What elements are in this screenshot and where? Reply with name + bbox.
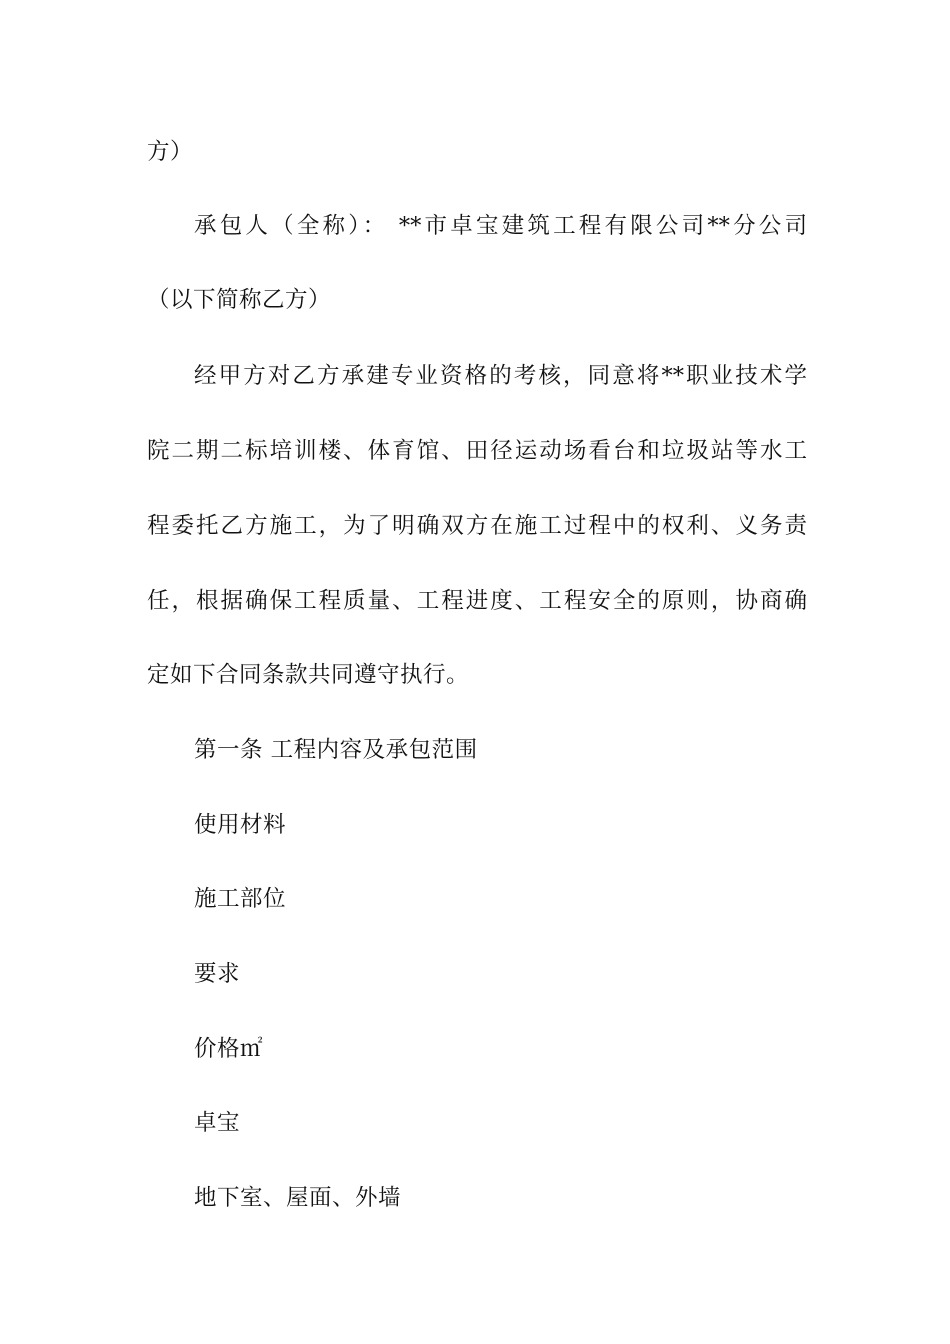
- text-line: （以下简称乙方）: [147, 287, 332, 313]
- text-line: 使用材料: [194, 812, 287, 838]
- text-line: 地下室、屋面、外墙: [194, 1185, 402, 1211]
- paragraph-line: 程委托乙方施工，为了明确双方在施工过程中的权利、义务责: [147, 513, 807, 539]
- section-heading: 第一条 工程内容及承包范围: [194, 737, 478, 763]
- text-line: 方）: [147, 139, 194, 165]
- text-line: 卓宝: [194, 1110, 241, 1136]
- contractor-line: 承包人（全称）： **市卓宝建筑工程有限公司**分公司: [194, 213, 807, 239]
- text-line: 要求: [194, 961, 241, 987]
- paragraph-line: 定如下合同条款共同遵守执行。: [147, 662, 470, 688]
- paragraph-line: 院二期二标培训楼、体育馆、田径运动场看台和垃圾站等水工: [147, 438, 807, 464]
- text-line: 价格㎡: [194, 1036, 264, 1062]
- text-line: 施工部位: [194, 886, 287, 912]
- paragraph-line: 经甲方对乙方承建专业资格的考核，同意将**职业技术学: [194, 363, 807, 389]
- paragraph-line: 任，根据确保工程质量、工程进度、工程安全的原则，协商确: [147, 588, 807, 614]
